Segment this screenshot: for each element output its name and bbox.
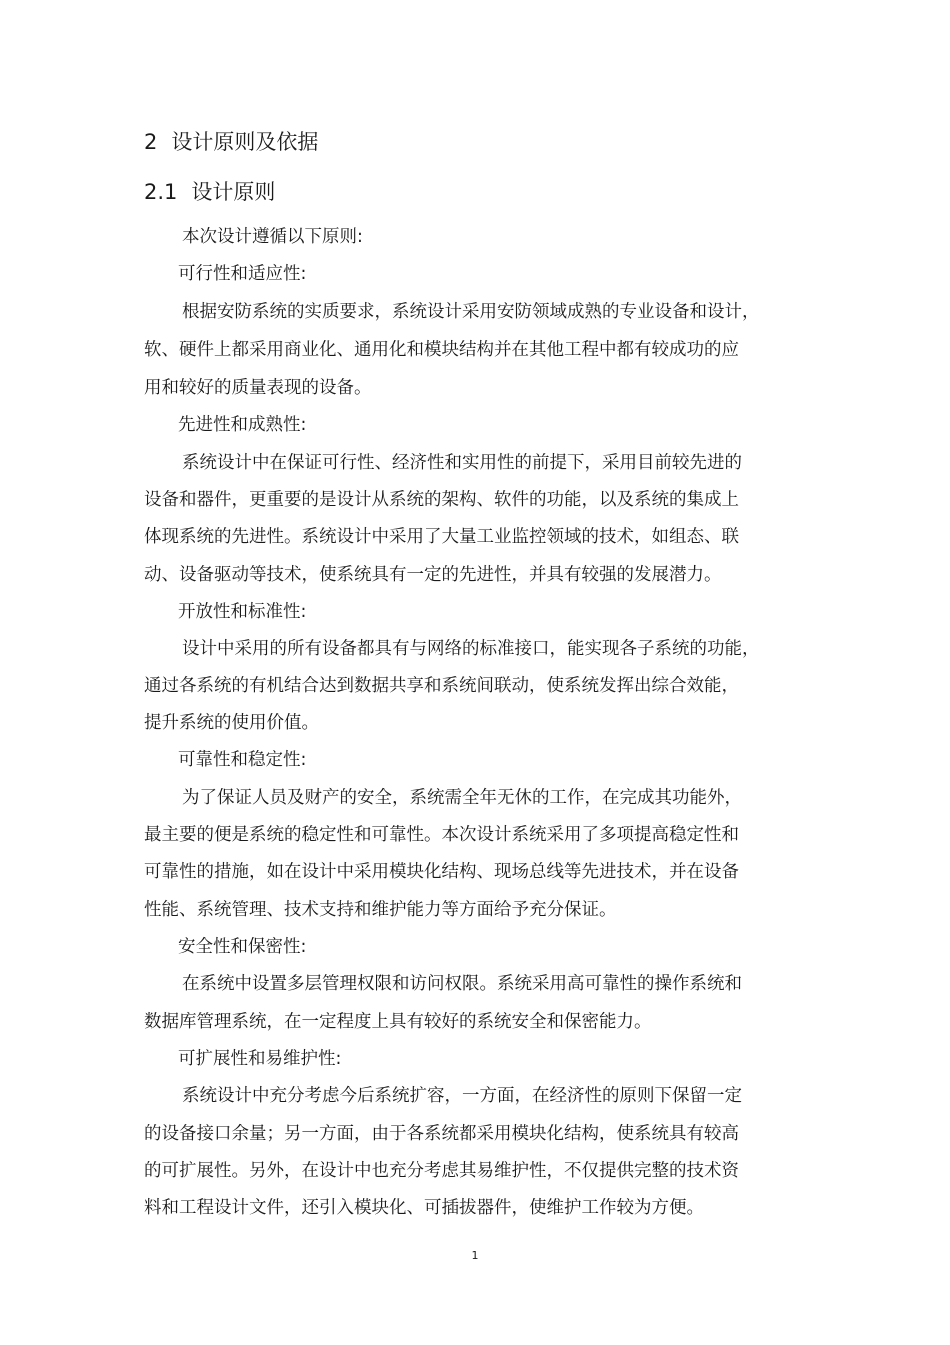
body-line: 根据安防系统的实质要求，系统设计采用安防领域成熟的专业设备和设计， bbox=[182, 302, 760, 322]
body-line: 设计中采用的所有设备都具有与网络的标准接口，能实现各子系统的功能， bbox=[182, 639, 760, 659]
body-line: 数据库管理系统，在一定程度上具有较好的系统安全和保密能力。 bbox=[144, 1012, 652, 1032]
body-line: 性能、系统管理、技术支持和维护能力等方面给予充分保证。 bbox=[144, 900, 617, 920]
body-line: 体现系统的先进性。系统设计中采用了大量工业监控领域的技术，如组态、联 bbox=[144, 527, 739, 547]
body-line: 用和较好的质量表现的设备。 bbox=[144, 378, 372, 398]
subsection-title: 设计原则 bbox=[191, 180, 276, 204]
section-title: 设计原则及依据 bbox=[171, 130, 319, 154]
body-line: 提升系统的使用价值。 bbox=[144, 713, 319, 733]
principle-heading: 先进性和成熟性: bbox=[178, 415, 307, 435]
body-line: 为了保证人员及财产的安全，系统需全年无休的工作，在完成其功能外， bbox=[182, 788, 742, 808]
body-line: 系统设计中充分考虑今后系统扩容，一方面，在经济性的原则下保留一定 bbox=[182, 1086, 742, 1106]
body-line: 系统设计中在保证可行性、经济性和实用性的前提下，采用目前较先进的 bbox=[182, 453, 742, 473]
principle-heading: 可行性和适应性: bbox=[178, 264, 307, 284]
body-line: 在系统中设置多层管理权限和访问权限。系统采用高可靠性的操作系统和 bbox=[182, 974, 742, 994]
subsection-heading bbox=[144, 176, 275, 208]
principle-heading: 开放性和标准性: bbox=[178, 602, 307, 622]
intro-line: 本次设计遵循以下原则: bbox=[182, 227, 363, 247]
principle-heading: 可扩展性和易维护性: bbox=[178, 1049, 342, 1069]
body-line: 料和工程设计文件，还引入模块化、可插拔器件，使维护工作较为方便。 bbox=[144, 1198, 704, 1218]
body-line: 软、硬件上都采用商业化、通用化和模块结构并在其他工程中都有较成功的应 bbox=[144, 340, 739, 360]
section-heading bbox=[144, 126, 318, 158]
body-line: 的可扩展性。另外，在设计中也充分考虑其易维护性，不仅提供完整的技术资 bbox=[144, 1161, 739, 1181]
body-line: 动、设备驱动等技术，使系统具有一定的先进性，并具有较强的发展潜力。 bbox=[144, 565, 722, 585]
principle-heading: 安全性和保密性: bbox=[178, 937, 307, 957]
body-line: 的设备接口余量；另一方面，由于各系统都采用模块化结构，使系统具有较高 bbox=[144, 1124, 739, 1144]
body-line: 最主要的便是系统的稳定性和可靠性。本次设计系统采用了多项提高稳定性和 bbox=[144, 825, 739, 845]
subsection-number: 2.1 bbox=[144, 180, 178, 204]
page-number: 1 bbox=[471, 1249, 479, 1262]
body-line: 设备和器件，更重要的是设计从系统的架构、软件的功能，以及系统的集成上 bbox=[144, 490, 739, 510]
body-line: 可靠性的措施，如在设计中采用模块化结构、现场总线等先进技术，并在设备 bbox=[144, 862, 739, 882]
body-line: 通过各系统的有机结合达到数据共享和系统间联动，使系统发挥出综合效能， bbox=[144, 676, 739, 696]
section-number: 2 bbox=[144, 130, 158, 154]
principle-heading: 可靠性和稳定性: bbox=[178, 750, 307, 770]
